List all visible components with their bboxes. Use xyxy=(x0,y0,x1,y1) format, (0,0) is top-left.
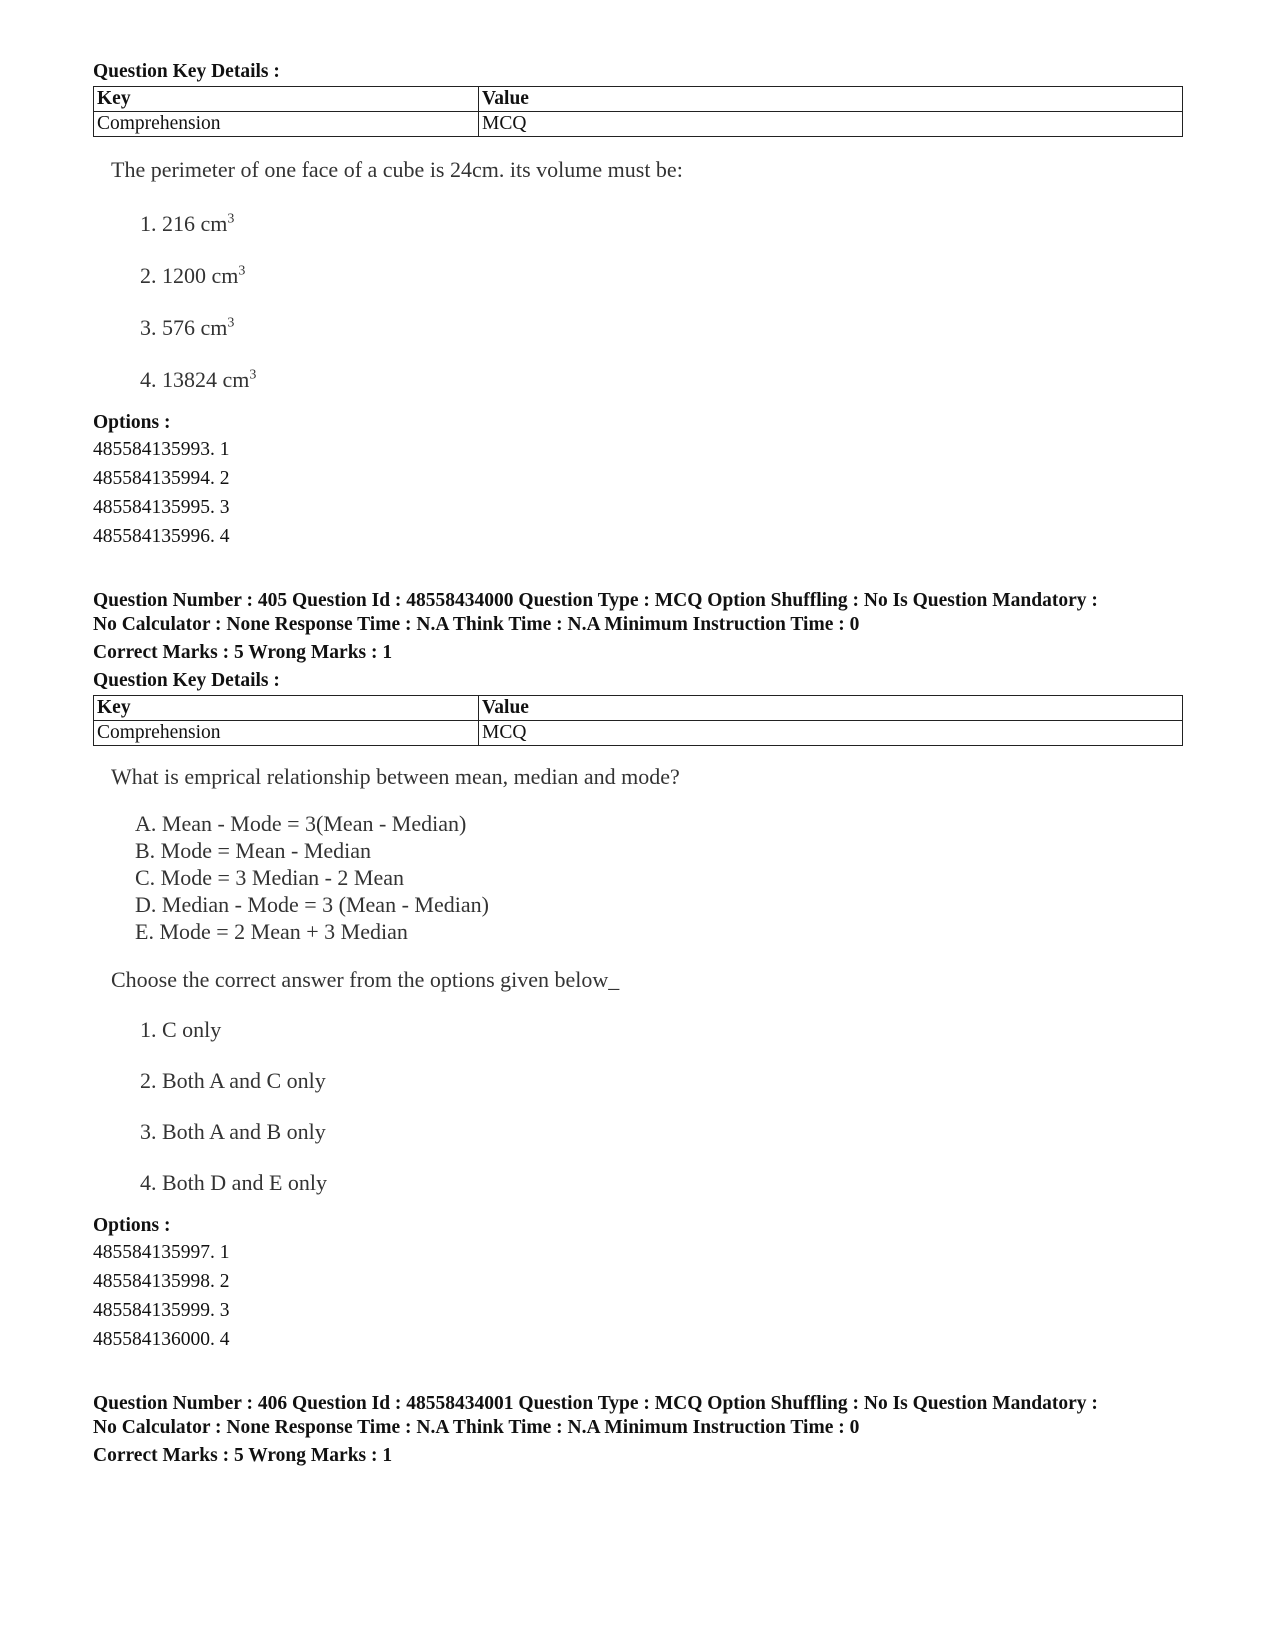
choice-item xyxy=(140,263,1183,289)
choice-number: 1. xyxy=(140,211,157,236)
document-page xyxy=(93,60,1183,1468)
table-cell-value: MCQ xyxy=(479,721,1183,746)
marks-line: Correct Marks : 5 Wrong Marks : 1 xyxy=(93,1445,393,1466)
statement-item: D. Median - Mode = 3 (Mean - Median) xyxy=(135,892,489,917)
question-meta-line-1: Question Number : 406 Question Id : 48558434001 Question Type : MCQ Option Shuffling : No Is Question Mandatory : xyxy=(93,1393,1098,1414)
question-meta-line-1: Question Number : 405 Question Id : 48558434000 Question Type : MCQ Option Shuffling : No Is Question Mandatory : xyxy=(93,590,1098,611)
table-header-row xyxy=(94,87,1183,112)
choice-item xyxy=(140,367,1183,393)
key-value-table xyxy=(93,86,1183,137)
table-header-value: Value xyxy=(479,696,1183,721)
choice-number: 4. xyxy=(140,367,157,392)
option-item: 485584135997. 1 xyxy=(93,1242,230,1263)
table-header-row xyxy=(94,696,1183,721)
question-meta-line-2: No Calculator : None Response Time : N.A Think Time : N.A Minimum Instruction Time : 0 xyxy=(93,614,860,635)
choice-superscript: 3 xyxy=(227,315,235,331)
choice-superscript: 3 xyxy=(249,367,257,383)
statement-item: C. Mode = 3 Median - 2 Mean xyxy=(135,865,405,890)
table-cell-value: MCQ xyxy=(479,112,1183,137)
choice-item: 2. Both A and C only xyxy=(140,1068,326,1093)
choice-value: 1200 cm xyxy=(162,263,239,288)
options-label: Options : xyxy=(93,1215,171,1236)
table-row xyxy=(94,721,1183,746)
option-item: 485584136000. 4 xyxy=(93,1329,230,1350)
key-value-table xyxy=(93,695,1183,746)
instruction-text: Choose the correct answer from the options given below_ xyxy=(111,967,620,992)
key-details-label: Question Key Details : xyxy=(93,670,280,691)
option-item: 485584135999. 3 xyxy=(93,1300,230,1321)
table-header-key: Key xyxy=(94,696,479,721)
question-content xyxy=(93,764,1183,1196)
option-item: 485584135995. 3 xyxy=(93,497,230,518)
choice-number: 2. xyxy=(140,263,157,288)
statement-item: E. Mode = 2 Mean + 3 Median xyxy=(135,919,408,944)
table-row xyxy=(94,112,1183,137)
choice-item xyxy=(140,211,1183,237)
question-meta-line-2: No Calculator : None Response Time : N.A Think Time : N.A Minimum Instruction Time : 0 xyxy=(93,1417,860,1438)
choice-item xyxy=(140,315,1183,341)
question-text: What is emprical relationship between mean, median and mode? xyxy=(111,764,680,789)
marks-line: Correct Marks : 5 Wrong Marks : 1 xyxy=(93,642,393,663)
choice-item: 1. C only xyxy=(140,1017,222,1042)
option-item: 485584135996. 4 xyxy=(93,526,230,547)
choice-value: 13824 cm xyxy=(162,367,250,392)
table-cell-key: Comprehension xyxy=(94,721,479,746)
question-text: The perimeter of one face of a cube is 24cm. its volume must be: xyxy=(111,157,683,182)
options-list xyxy=(93,435,1183,551)
choice-value: 576 cm xyxy=(162,315,228,340)
choice-superscript: 3 xyxy=(238,263,246,279)
question-meta xyxy=(93,589,1183,637)
options-label: Options : xyxy=(93,412,171,433)
statement-list xyxy=(93,810,1183,945)
options-list xyxy=(93,1238,1183,1354)
choice-number: 3. xyxy=(140,315,157,340)
choice-item: 4. Both D and E only xyxy=(140,1170,327,1195)
choice-superscript: 3 xyxy=(227,211,235,227)
table-header-key: Key xyxy=(94,87,479,112)
choice-item: 3. Both A and B only xyxy=(140,1119,326,1144)
question-content xyxy=(93,157,1183,393)
question-meta xyxy=(93,1392,1183,1440)
statement-item: B. Mode = Mean - Median xyxy=(135,838,372,863)
table-header-value: Value xyxy=(479,87,1183,112)
choice-value: 216 cm xyxy=(162,211,228,236)
option-item: 485584135998. 2 xyxy=(93,1271,230,1292)
statement-item: A. Mean - Mode = 3(Mean - Median) xyxy=(135,811,467,836)
option-item: 485584135994. 2 xyxy=(93,468,230,489)
option-item: 485584135993. 1 xyxy=(93,439,230,460)
key-details-label: Question Key Details : xyxy=(93,61,280,82)
table-cell-key: Comprehension xyxy=(94,112,479,137)
